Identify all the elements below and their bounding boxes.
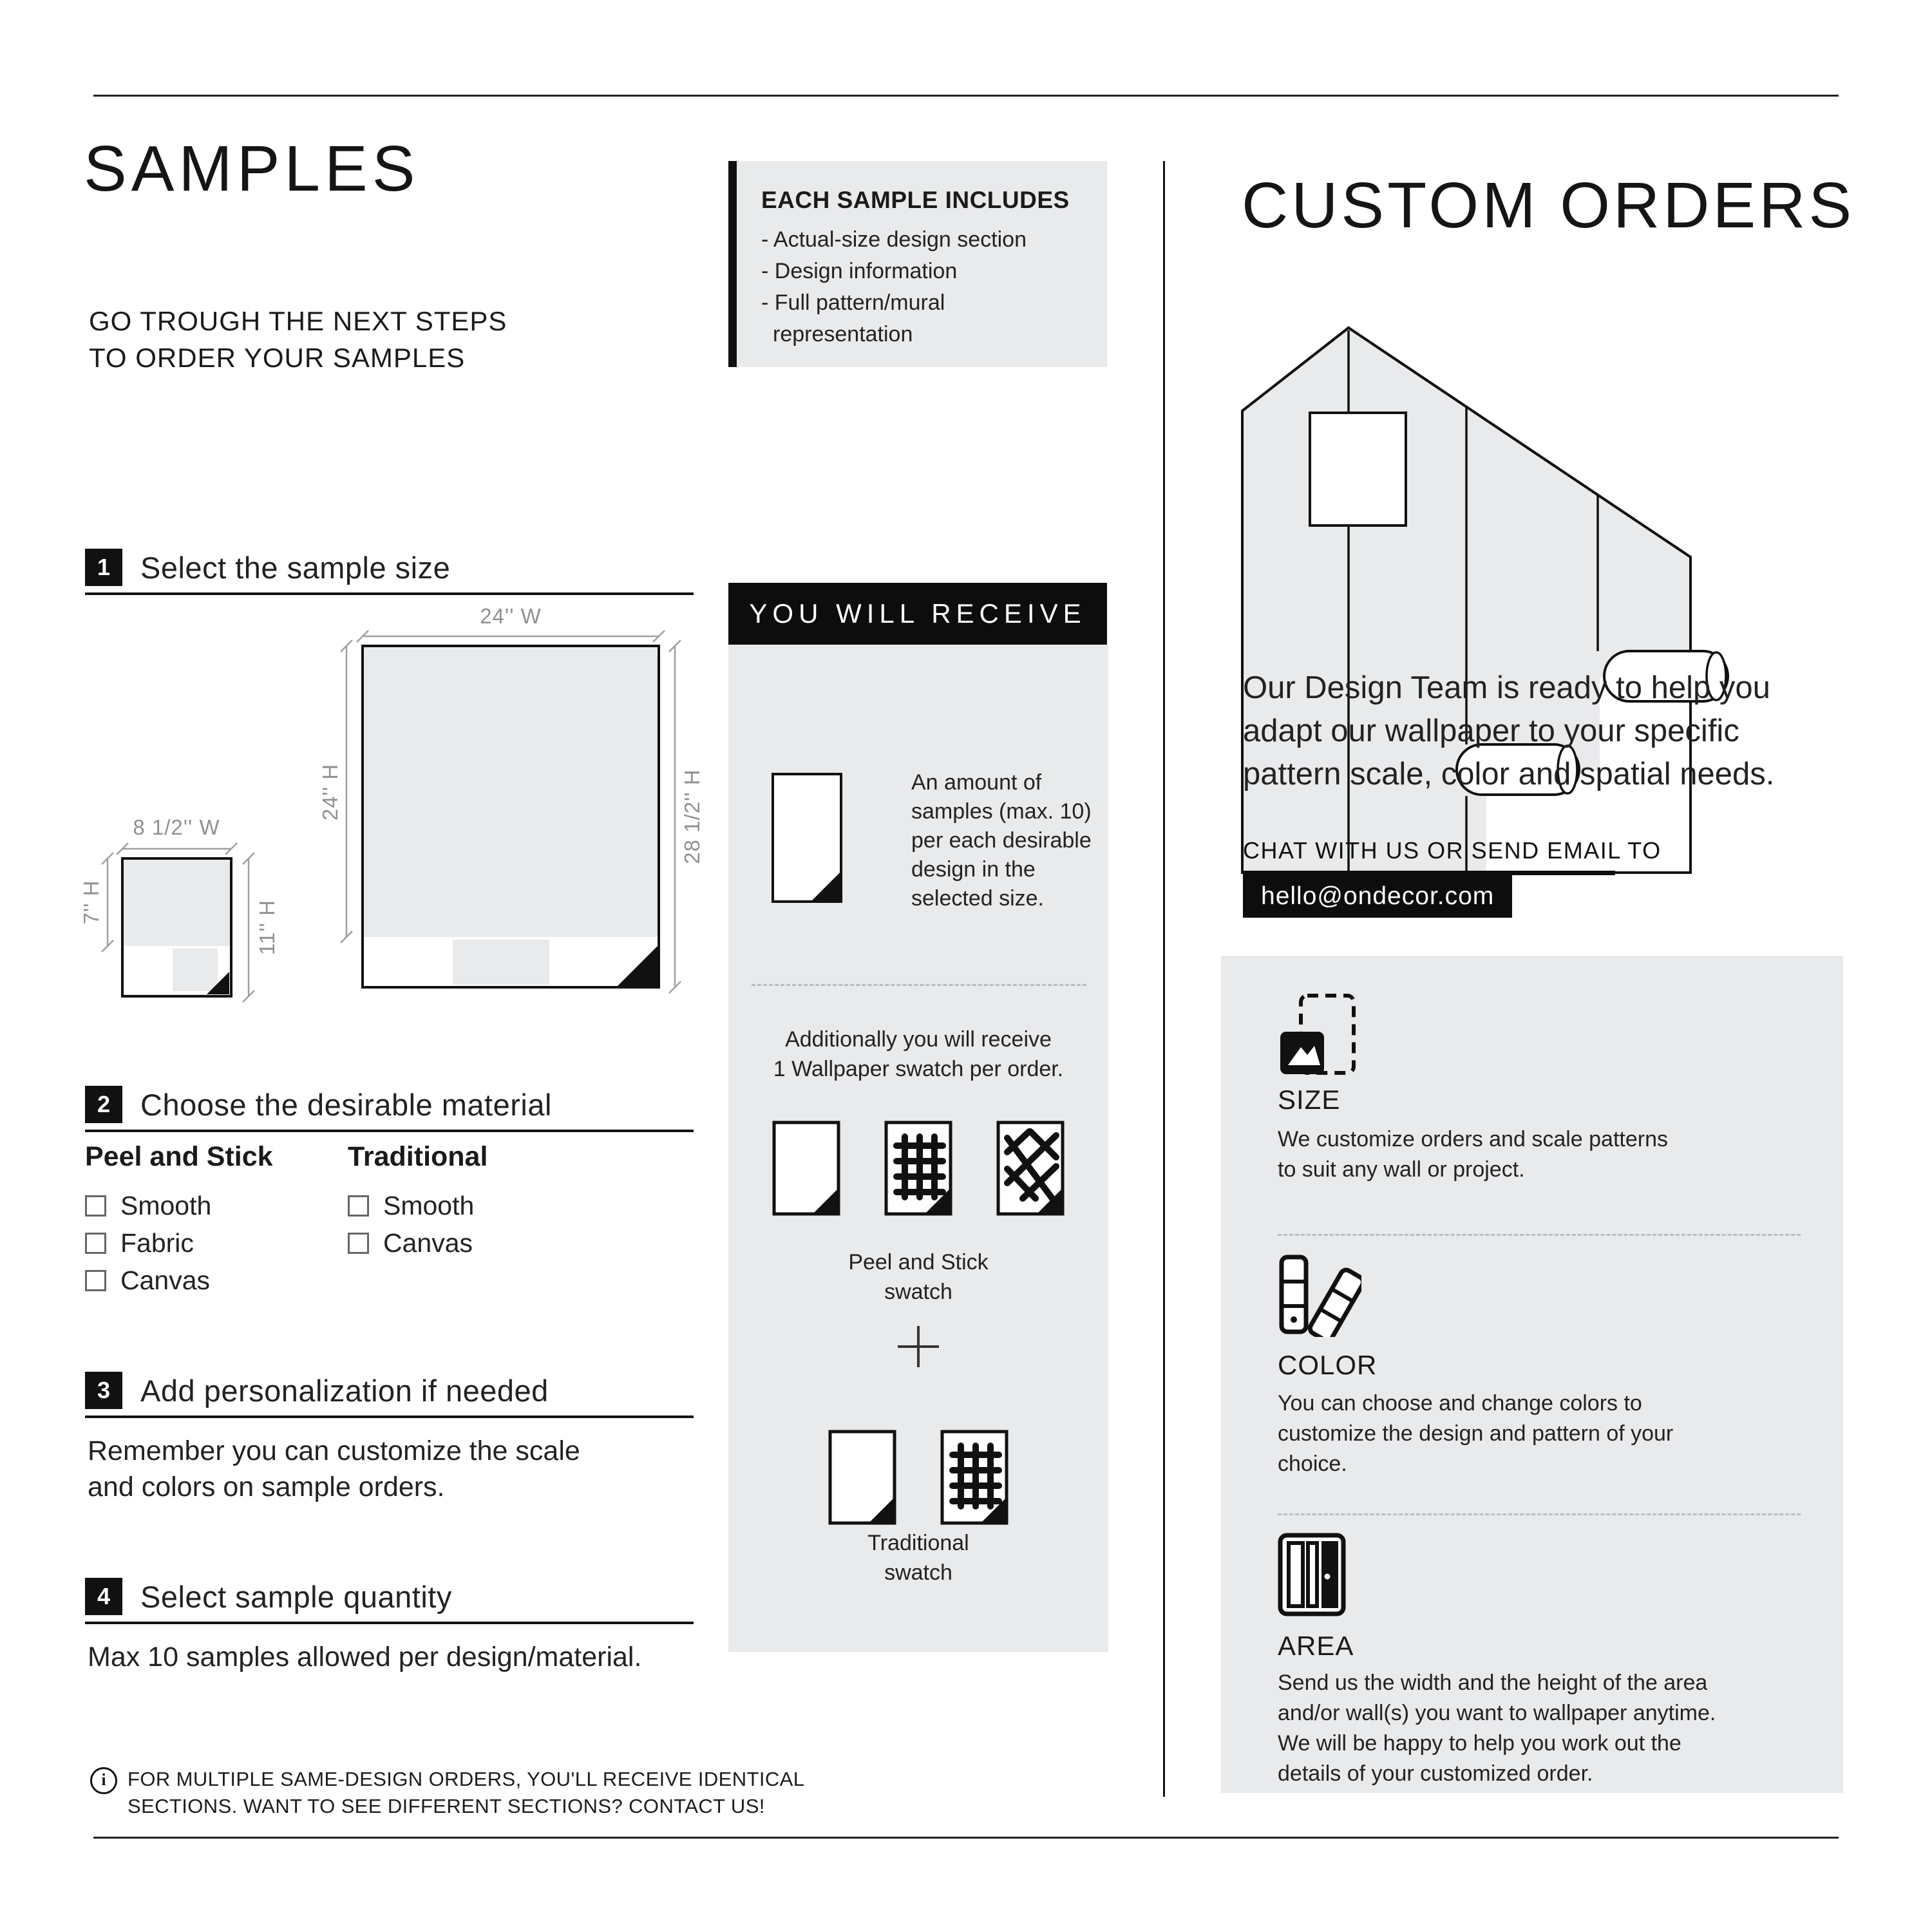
color-icon <box>1278 1253 1361 1337</box>
each-sample-includes-box <box>728 161 1107 367</box>
large-right-height-label: 28 1/2'' H <box>680 769 704 864</box>
checkbox-peel-smooth[interactable] <box>85 1195 106 1217</box>
you-will-receive-panel <box>728 645 1108 1652</box>
includes-title: EACH SAMPLE INCLUDES <box>761 187 1070 213</box>
materials-options <box>85 1141 488 1299</box>
intro-line: GO TROUGH THE NEXT STEPS <box>89 306 507 336</box>
dashed-divider <box>1278 1513 1801 1515</box>
peel-and-stick-title: Peel and Stick <box>85 1141 273 1172</box>
chat-label: CHAT WITH US OR SEND EMAIL TO <box>1243 837 1662 864</box>
step-4-number: 4 <box>85 1578 122 1615</box>
area-title: AREA <box>1278 1631 1354 1661</box>
blank-swatch-icon <box>828 1429 897 1526</box>
step-4 <box>85 1578 694 1624</box>
you-will-receive-header: YOU WILL RECEIVE <box>728 583 1107 645</box>
peel-swatch-row <box>728 1120 1108 1217</box>
checkbox-peel-fabric[interactable] <box>85 1233 106 1254</box>
footnote <box>90 1766 804 1820</box>
color-title: COLOR <box>1278 1350 1378 1380</box>
option-label: Smooth <box>383 1191 475 1220</box>
traditional-swatch-label: Traditional swatch <box>867 1531 969 1585</box>
sample-page-icon <box>771 772 843 904</box>
email-address[interactable]: hello@ondecor.com <box>1243 875 1512 918</box>
includes-item-wrap: representation <box>773 322 913 346</box>
step-4-note: Max 10 samples allowed per design/material. <box>88 1642 642 1672</box>
step-2 <box>85 1086 694 1132</box>
area-text: Send us the width and the height of the area and/or wall(s) you want to wallpaper anytime. We will be happy to help you work out the details of your customized order. <box>1278 1671 1716 1786</box>
size-icon <box>1278 993 1356 1078</box>
crosshatch-swatch-icon <box>996 1120 1065 1217</box>
step-1 <box>85 549 694 595</box>
peel-swatch-label: Peel and Stick swatch <box>848 1250 989 1304</box>
includes-item: - Actual-size design section <box>761 227 1027 252</box>
column-divider <box>1163 161 1165 1797</box>
step-1-number: 1 <box>85 549 122 586</box>
design-team-lead: Our Design Team is ready to help you adapt our wallpaper to your specific pattern scale, color and spatial needs. <box>1243 670 1775 791</box>
traditional-swatch-row <box>728 1429 1108 1526</box>
large-left-height-label: 24'' H <box>318 763 342 821</box>
step-4-title: Select sample quantity <box>140 1579 452 1614</box>
color-text: You can choose and change colors to customize the design and pattern of your choice. <box>1278 1391 1674 1476</box>
samples-section-title: SAMPLES <box>84 133 420 205</box>
traditional-title: Traditional <box>348 1141 488 1172</box>
top-rule <box>93 95 1839 97</box>
additional-description: Additionally you will receive 1 Wallpaper swatch per order. <box>773 1027 1064 1081</box>
bottom-rule <box>93 1837 1839 1839</box>
small-right-height-label: 11'' H <box>255 900 279 955</box>
size-title: SIZE <box>1278 1084 1341 1115</box>
footnote-line: SECTIONS. WANT TO SEE DIFFERENT SECTIONS? CONTACT US! <box>128 1795 765 1817</box>
small-width-label: 8 1/2'' W <box>133 815 220 839</box>
amount-description: An amount of samples (max. 10) per each desirable design in the selected size. <box>911 770 1092 911</box>
samples-intro <box>89 303 507 376</box>
step-3-number: 3 <box>85 1372 122 1409</box>
option-label: Smooth <box>120 1191 212 1220</box>
grid-swatch-icon <box>940 1429 1009 1526</box>
option-label: Canvas <box>120 1265 211 1295</box>
large-sample-swatch-square <box>453 940 549 985</box>
blank-swatch-icon <box>772 1120 841 1217</box>
custom-orders-title: CUSTOM ORDERS <box>1242 169 1855 242</box>
includes-item: - Design information <box>761 259 958 283</box>
info-icon: i <box>90 1767 117 1794</box>
includes-item: - Full pattern/mural <box>761 290 945 315</box>
footnote-line: FOR MULTIPLE SAME-DESIGN ORDERS, YOU'LL RECEIVE IDENTICAL <box>128 1768 805 1790</box>
step-1-title: Select the sample size <box>140 550 451 585</box>
size-text: We customize orders and scale patterns to suit any wall or project. <box>1278 1127 1668 1182</box>
custom-orders-panel <box>1221 956 1843 1793</box>
large-sample-rect <box>363 646 659 987</box>
checkbox-traditional-canvas[interactable] <box>348 1233 369 1254</box>
option-label: Fabric <box>120 1228 194 1258</box>
step-3 <box>85 1372 694 1418</box>
wallpapered-wall-illustration <box>1240 325 1742 879</box>
checkbox-peel-canvas[interactable] <box>85 1270 106 1291</box>
dashed-divider <box>752 984 1086 986</box>
small-sample-swatch-square <box>173 949 218 991</box>
large-width-label: 24'' W <box>480 604 542 628</box>
area-icon <box>1278 1533 1346 1616</box>
chat-underline <box>1243 871 1615 875</box>
step-3-title: Add personalization if needed <box>140 1373 549 1408</box>
step-2-title: Choose the desirable material <box>140 1087 552 1122</box>
checkbox-traditional-smooth[interactable] <box>348 1195 369 1217</box>
small-left-height-label: 7'' H <box>79 880 103 925</box>
window <box>1310 413 1406 526</box>
intro-line: TO ORDER YOUR SAMPLES <box>89 343 466 373</box>
plus-sign <box>728 1322 1108 1371</box>
step-2-number: 2 <box>85 1086 122 1123</box>
grid-swatch-icon <box>884 1120 953 1217</box>
sample-size-diagram <box>79 599 708 1024</box>
step-3-note: Remember you can customize the scale and colors on sample orders. <box>88 1435 580 1502</box>
dashed-divider <box>1278 1234 1801 1236</box>
option-label: Canvas <box>383 1228 473 1258</box>
